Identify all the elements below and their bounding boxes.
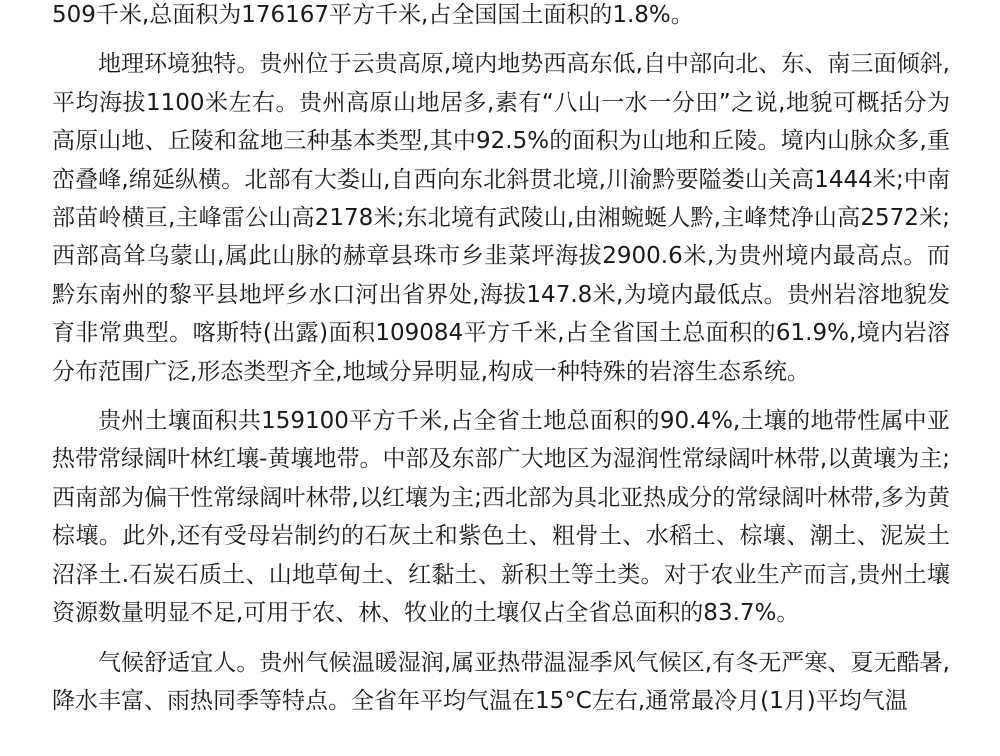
paragraph-geography: 地理环境独特。贵州位于云贵高原,境内地势西高东低,自中部向北、东、南三面倾斜,平均海拔1100米左右。贵州高原山地居多,素有“八山一水一分田”之说,地貌可概括分为高原山地、丘陵和盆地三种基本类型,其中92.5%的面积为山地和丘陵。境内山脉众多,重峦叠峰,绵延纵横。北部有大娄山,自西向东北斜贯北境,川渝黔要隘娄山关高1444米;中南部苗岭横亘,主峰雷公山高2178米;东北境有武陵山,由湘蜿蜒人黔,主峰梵净山高2572米;西部高耸乌蒙山,属此山脉的赫章县珠市乡韭菜坪海拔2900.6米,为贵州境内最高点。而黔东南州的黎平县地坪乡水口河出省界处,海拔147.8米,为境内最低点。贵州岩溶地貌发育非常典型。喀斯特(出露)面积109084平方千米,占全省国土总面积的61.9%,境内岩溶分布范围广泛,形态类型齐全,地域分异明显,构成一种特殊的岩溶生态系统。 <box>52 51 950 385</box>
paragraph-soil: 贵州土壤面积共159100平方千米,占全省土地总面积的90.4%,土壤的地带性属中亚热带常绿阔叶林红壤-黄壤地带。中部及东部广大地区为湿润性常绿阔叶林带,以黄壤为主;西南部为偏干性常绿阔叶林带,以红壤为主;西北部为具北亚热成分的常绿阔叶林带,多为黄棕壤。此外,还有受母岩制约的石灰土和紫色土、粗骨土、水稻土、棕壤、潮土、泥炭土沼泽土.石炭石质土、山地草甸土、红黏土、新积土等土类。对于农业生产而言,贵州土壤资源数量明显不足,可用于农、林、牧业的土壤仅占全省总面积的83.7%。 <box>52 408 950 627</box>
document-page <box>52 0 950 720</box>
paragraph-area-continuation: 509千米,总面积为176167平方千米,占全国国土面积的1.8%。 <box>52 2 694 28</box>
paragraph-climate: 气候舒适宜人。贵州气候温暖湿润,属亚热带温湿季风气候区,有冬无严寒、夏无酷暑,降水丰富、雨热同季等特点。全省年平均气温在15°C左右,通常最冷月(1月)平均气温 <box>52 649 950 714</box>
